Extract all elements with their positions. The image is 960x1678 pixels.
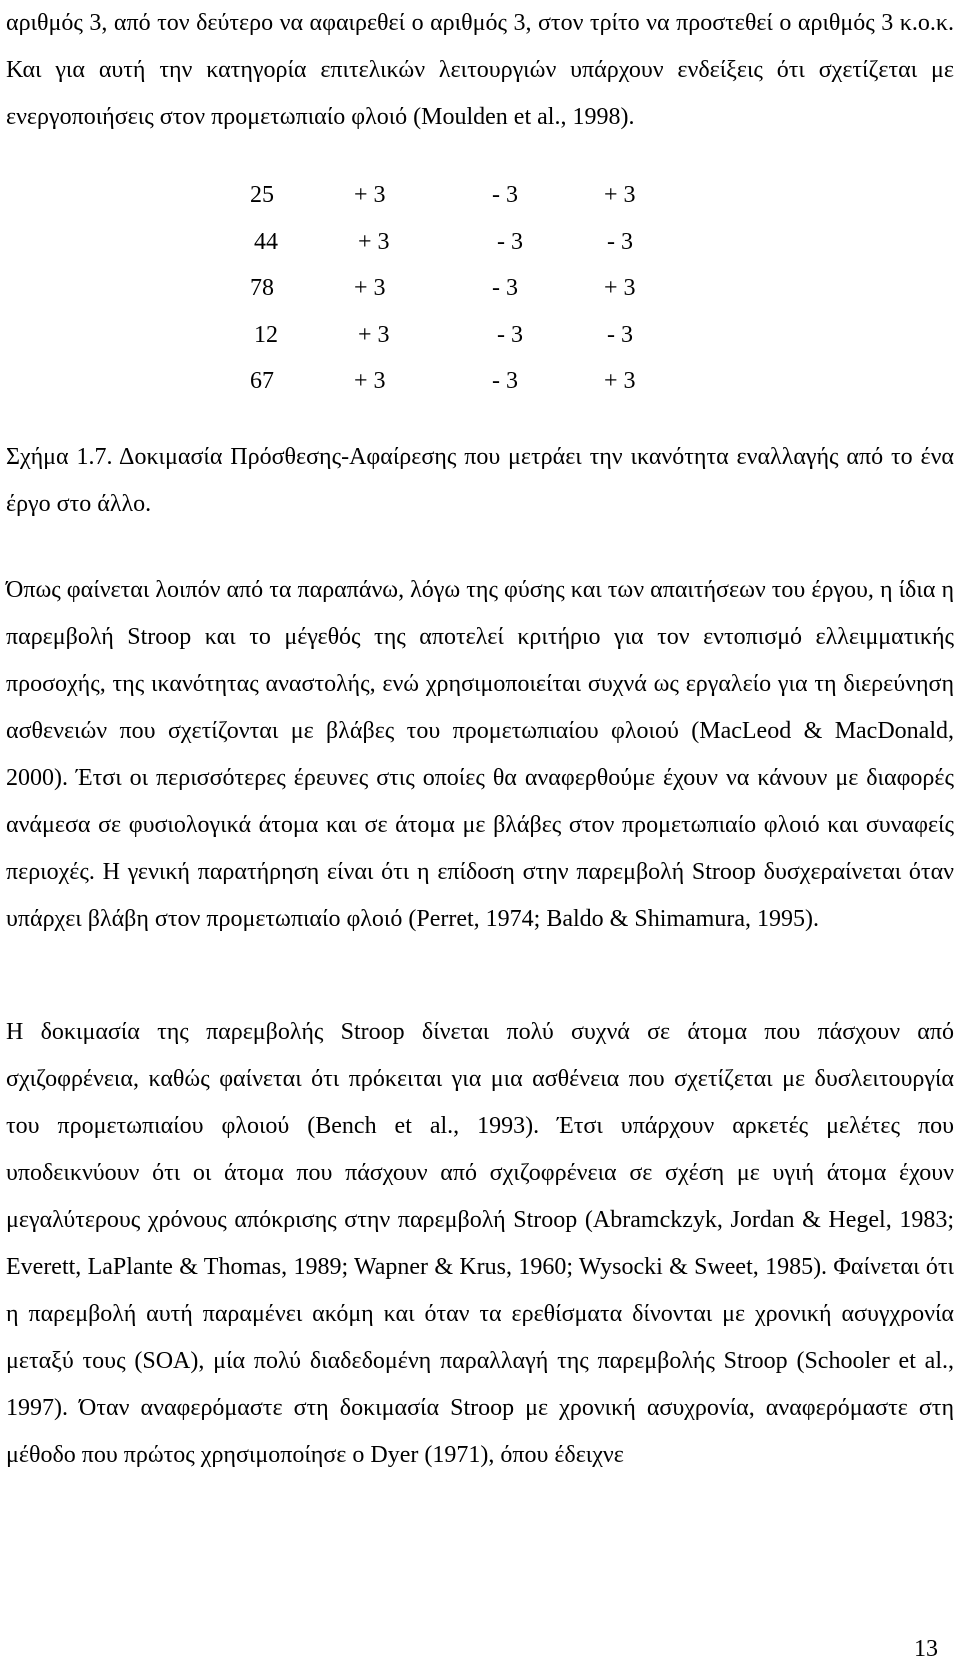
task-start-number: 67 [250, 368, 274, 394]
task-operation: + 3 [358, 228, 390, 255]
figure-caption: Σχήμα 1.7. Δοκιμασία Πρόσθεσης-Αφαίρεσης που μετράει την ικανότητα εναλλαγής από το ένα έργο στο άλλο. [6, 444, 954, 517]
task-start-number: 25 [250, 182, 274, 208]
addition-subtraction-task-table [250, 174, 690, 407]
task-operation: - 3 [492, 368, 518, 394]
task-operation: + 3 [358, 321, 390, 348]
task-row [250, 360, 690, 407]
task-start-number: 12 [254, 321, 278, 348]
task-start-number: 44 [254, 228, 278, 255]
task-operation: - 3 [497, 228, 523, 255]
task-row [250, 314, 690, 361]
task-operation: + 3 [604, 368, 636, 394]
task-operation: + 3 [604, 182, 636, 208]
stroop-interference-paragraph: Όπως φαίνεται λοιπόν από τα παραπάνω, λόγω της φύσης και των απαιτήσεων του έργου, η ίδια η παρεμβολή Stroop και το μέγεθός της αποτελεί κριτήριο για τον εντοπισμό ελλειμματικής προσοχής, της ικανότητας αναστολής, ενώ χρησιμοποιείται συχνά ως εργαλείο για τη διερεύνηση ασθενειών που σχετίζονται με βλάβες του προμετωπιαίου φλοιού (MacLeod & MacDonald, 2000). Έτσι οι περισσότερες έρευνες στις οποίες θα αναφερθούμε έχουν να κάνουν με διαφορές ανάμεσα σε φυσιολογικά άτομα και σε άτομα με βλάβες στον προμετωπιαίο φλοιό και συναφείς περιοχές. Η γενική παρατήρηση είναι ότι η επίδοση στην παρεμβολή Stroop δυσχεραίνεται όταν υπάρχει βλάβη στον προμετωπιαίο φλοιό (Perret, 1974; Baldo & Shimamura, 1995). [6, 577, 954, 932]
task-start-number: 78 [250, 275, 274, 301]
task-operation: + 3 [354, 275, 386, 301]
task-operation: + 3 [354, 368, 386, 394]
task-operation: - 3 [607, 321, 633, 348]
task-operation: + 3 [354, 182, 386, 208]
schizophrenia-stroop-paragraph: Η δοκιμασία της παρεμβολής Stroop δίνεται πολύ συχνά σε άτομα που πάσχουν από σχιζοφρένεια, καθώς φαίνεται ότι πρόκειται για μια ασθένεια που σχετίζεται με δυσλειτουργία του προμετωπιαίου φλοιού (Bench et al., 1993). Έτσι υπάρχουν αρκετές μελέτες που υποδεικνύουν ότι οι άτομα που πάσχουν από σχιζοφρένεια σε σχέση με υγιή άτομα έχουν μεγαλύτερους χρόνους απόκρισης στην παρεμβολή Stroop (Abramckzyk, Jordan & Hegel, 1983; Everett, LaPlante & Thomas, 1989; Wapner & Krus, 1960; Wysocki & Sweet, 1985). Φαίνεται ότι η παρεμβολή αυτή παραμένει ακόμη και όταν τα ερεθίσματα δίνονται με χρονική ασυγχρονία μεταξύ τους (SOA), μία πολύ διαδεδομένη παραλλαγή της παρεμβολής Stroop (Schooler et al., 1997). Όταν αναφερόμαστε στη δοκιμασία Stroop με χρονική ασυχρονία, αναφερόμαστε στη μέθοδο που πρώτος χρησιμοποίησε ο Dyer (1971), όπου έδειχνε [6, 1019, 954, 1468]
task-operation: - 3 [492, 182, 518, 208]
page-number: 13 [914, 1636, 938, 1662]
task-operation: + 3 [604, 275, 636, 301]
task-operation: - 3 [492, 275, 518, 301]
intro-paragraph: αριθμός 3, από τον δεύτερο να αφαιρεθεί ο αριθμός 3, στον τρίτο να προστεθεί ο αριθμός 3 κ.ο.κ. Και για αυτή την κατηγορία επιτελικών λειτουργιών υπάρχουν ενδείξεις ότι σχετίζεται με ενεργοποιήσεις στον προμετωπιαίο φλοιό (Moulden et al., 1998). [6, 10, 954, 130]
task-row [250, 221, 690, 268]
task-operation: - 3 [607, 228, 633, 255]
task-operation: - 3 [497, 321, 523, 348]
task-row [250, 267, 690, 314]
task-row [250, 174, 690, 221]
